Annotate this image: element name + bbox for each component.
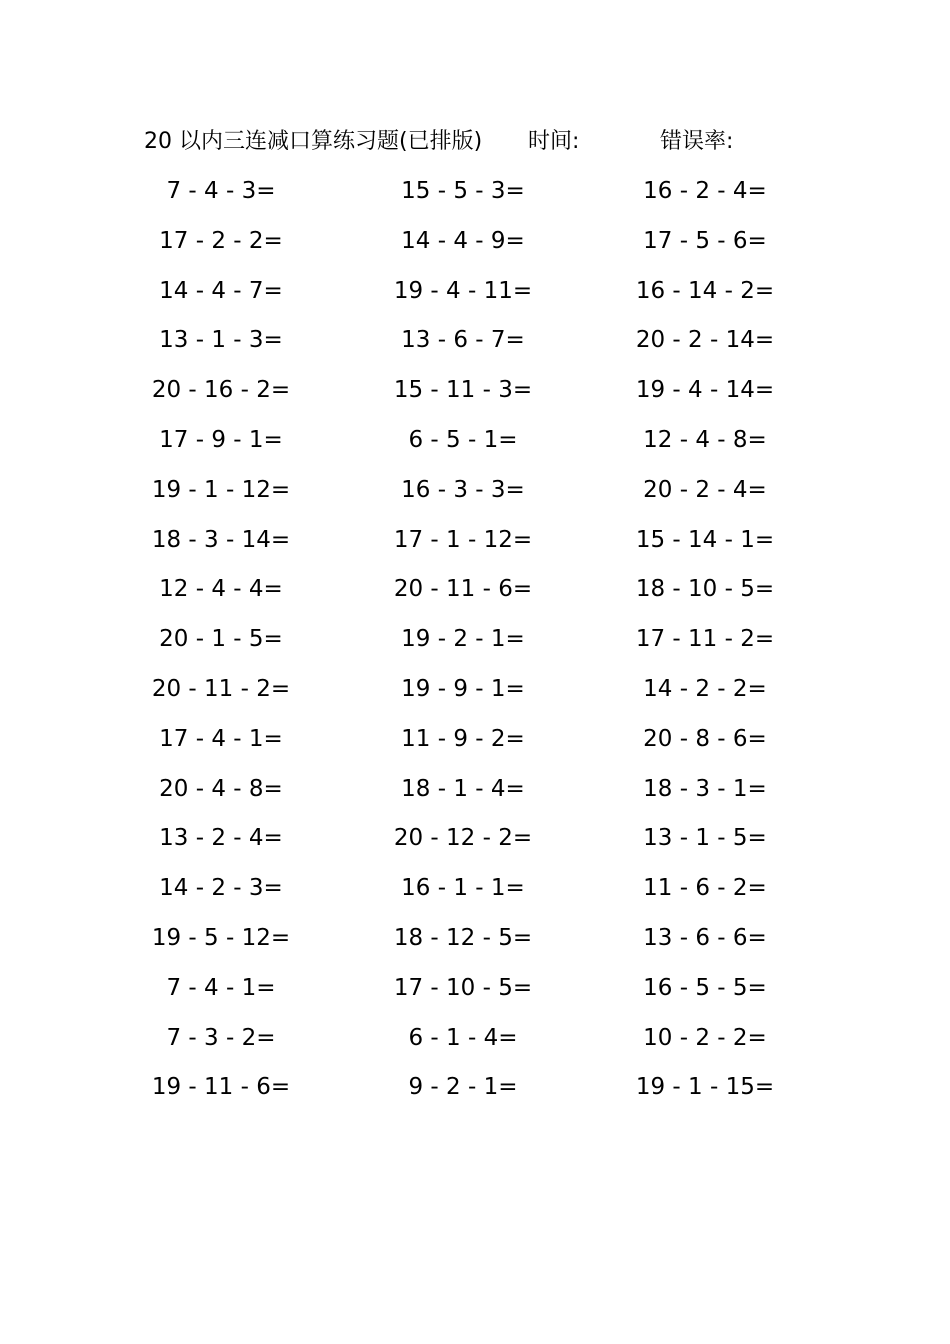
problem-item: 19 - 4 - 14= (635, 377, 775, 404)
problem-item: 20 - 4 - 8= (159, 775, 283, 802)
problem-row (100, 221, 850, 271)
problem-item: 16 - 2 - 4= (643, 178, 767, 204)
problem-item: 13 - 6 - 6= (643, 924, 767, 951)
problem-item: 19 - 1 - 12= (151, 476, 291, 503)
problem-item: 17 - 11 - 2= (635, 626, 775, 653)
problem-row (100, 171, 850, 221)
problem-row (100, 818, 850, 868)
problem-item: 14 - 4 - 7= (159, 277, 283, 304)
problem-row (100, 918, 850, 968)
problem-row (100, 968, 850, 1018)
problem-row (100, 769, 850, 819)
problem-item: 16 - 5 - 5= (643, 974, 767, 1001)
problem-item: 19 - 9 - 1= (401, 675, 525, 702)
problem-item: 20 - 1 - 5= (159, 626, 283, 653)
problem-item: 19 - 4 - 11= (393, 277, 533, 304)
problem-row (100, 271, 850, 321)
problem-item: 15 - 11 - 3= (393, 377, 533, 404)
problem-row (100, 1067, 850, 1117)
problem-item: 20 - 16 - 2= (151, 377, 291, 404)
problem-item: 18 - 12 - 5= (393, 924, 533, 951)
problem-row (100, 470, 850, 520)
problem-item: 12 - 4 - 8= (643, 426, 767, 453)
problem-item: 20 - 8 - 6= (643, 725, 767, 752)
problem-item: 18 - 3 - 14= (151, 526, 291, 553)
problem-item: 17 - 5 - 6= (643, 227, 767, 254)
problem-row (100, 420, 850, 470)
problem-item: 6 - 5 - 1= (408, 426, 518, 453)
problem-item: 11 - 6 - 2= (643, 875, 767, 902)
problem-item: 19 - 2 - 1= (401, 626, 525, 653)
problem-item: 14 - 2 - 2= (643, 675, 767, 702)
problem-item: 12 - 4 - 4= (159, 576, 283, 603)
problem-item: 14 - 4 - 9= (401, 227, 525, 254)
problem-item: 11 - 9 - 2= (401, 725, 525, 752)
problem-item: 20 - 2 - 4= (643, 476, 767, 503)
problem-row (100, 868, 850, 918)
problem-item: 20 - 2 - 14= (635, 327, 775, 354)
problem-item: 16 - 14 - 2= (635, 277, 775, 304)
problem-item: 20 - 11 - 6= (393, 576, 533, 603)
problem-item: 17 - 2 - 2= (159, 227, 283, 254)
problem-item: 13 - 6 - 7= (401, 327, 525, 354)
error-rate-label: 错误率: (660, 129, 734, 154)
problem-item: 17 - 4 - 1= (159, 725, 283, 752)
problem-row (100, 520, 850, 570)
problem-item: 15 - 5 - 3= (401, 178, 525, 204)
problem-item: 7 - 4 - 3= (166, 178, 276, 204)
problem-item: 17 - 1 - 12= (393, 526, 533, 553)
problem-item: 16 - 1 - 1= (401, 875, 525, 902)
page-title: 20 以内三连减口算练习题(已排版) (144, 129, 483, 154)
problem-item: 13 - 2 - 4= (159, 825, 283, 852)
worksheet-header (0, 124, 950, 160)
problem-item: 19 - 1 - 15= (635, 1074, 775, 1101)
problem-item: 13 - 1 - 5= (643, 825, 767, 852)
problem-item: 7 - 4 - 1= (166, 974, 276, 1001)
problem-row (100, 1018, 850, 1068)
problem-row (100, 719, 850, 769)
problem-item: 17 - 10 - 5= (393, 974, 533, 1001)
time-label: 时间: (528, 129, 580, 154)
problem-item: 7 - 3 - 2= (166, 1024, 276, 1051)
problem-item: 15 - 14 - 1= (635, 526, 775, 553)
problem-row (100, 320, 850, 370)
problem-item: 16 - 3 - 3= (401, 476, 525, 503)
problem-grid (100, 171, 850, 1117)
problem-item: 6 - 1 - 4= (408, 1024, 518, 1051)
problem-item: 19 - 11 - 6= (151, 1074, 291, 1101)
problem-item: 20 - 12 - 2= (393, 825, 533, 852)
problem-row (100, 619, 850, 669)
problem-item: 19 - 5 - 12= (151, 924, 291, 951)
problem-item: 18 - 3 - 1= (643, 775, 767, 802)
problem-item: 14 - 2 - 3= (159, 875, 283, 902)
problem-row (100, 669, 850, 719)
problem-row (100, 370, 850, 420)
problem-item: 9 - 2 - 1= (408, 1074, 518, 1101)
problem-item: 13 - 1 - 3= (159, 327, 283, 354)
problem-row (100, 569, 850, 619)
problem-item: 18 - 10 - 5= (635, 576, 775, 603)
problem-item: 18 - 1 - 4= (401, 775, 525, 802)
problem-item: 20 - 11 - 2= (151, 675, 291, 702)
problem-item: 17 - 9 - 1= (159, 426, 283, 453)
problem-item: 10 - 2 - 2= (643, 1024, 767, 1051)
